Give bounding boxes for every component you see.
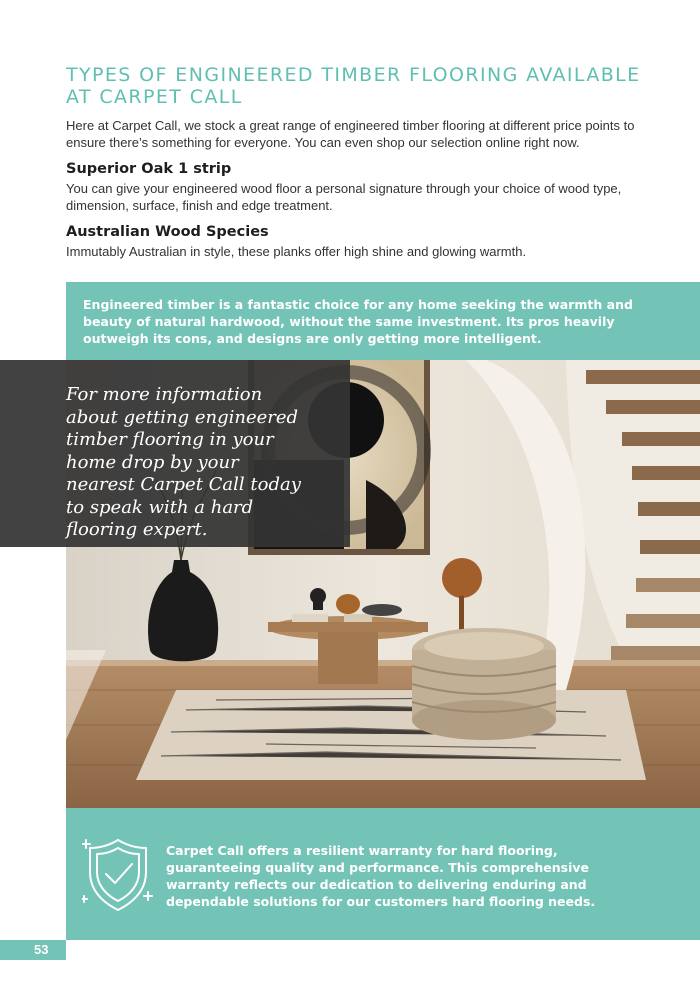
- section-title-australian-wood: Australian Wood Species: [66, 224, 269, 240]
- quote-text: For more information about getting engineered timber flooring in your home drop by your nearest Carpet Call today to speak with a hard flooring expert.: [66, 384, 301, 540]
- callout-top-text: Engineered timber is a fantastic choice for any home seeking the warmth and beauty of natural hardwood, without the same investment. Its pros heavily outweigh its cons, and designs are only getting more intelligent.: [83, 297, 633, 346]
- intro-paragraph: Here at Carpet Call, we stock a great range of engineered timber flooring at different price points to ensure there’s something for everyone. You can even shop our selection online right now.: [66, 118, 635, 150]
- callout-bottom: [66, 808, 700, 940]
- callout-top: [66, 282, 700, 362]
- page-heading: TYPES OF ENGINEERED TIMBER FLOORING AVAILABLE AT CARPET CALL: [66, 64, 641, 108]
- quote-overlay: [0, 360, 350, 547]
- section-title-superior-oak: Superior Oak 1 strip: [66, 161, 232, 177]
- page-number: 53: [0, 940, 66, 960]
- callout-bottom-text: Carpet Call offers a resilient warranty for hard flooring, guaranteeing quality and performance. This comprehensive warranty reflects our dedication to delivering enduring and dependable solutions for our customers hard flooring needs.: [166, 843, 596, 909]
- section-text-superior-oak: You can give your engineered wood floor a personal signature through your choice of wood type, dimension, surface, finish and edge treatment.: [66, 181, 622, 213]
- shield-check-icon: [82, 834, 154, 919]
- section-text-australian-wood: Immutably Australian in style, these planks offer high shine and glowing warmth.: [66, 244, 527, 259]
